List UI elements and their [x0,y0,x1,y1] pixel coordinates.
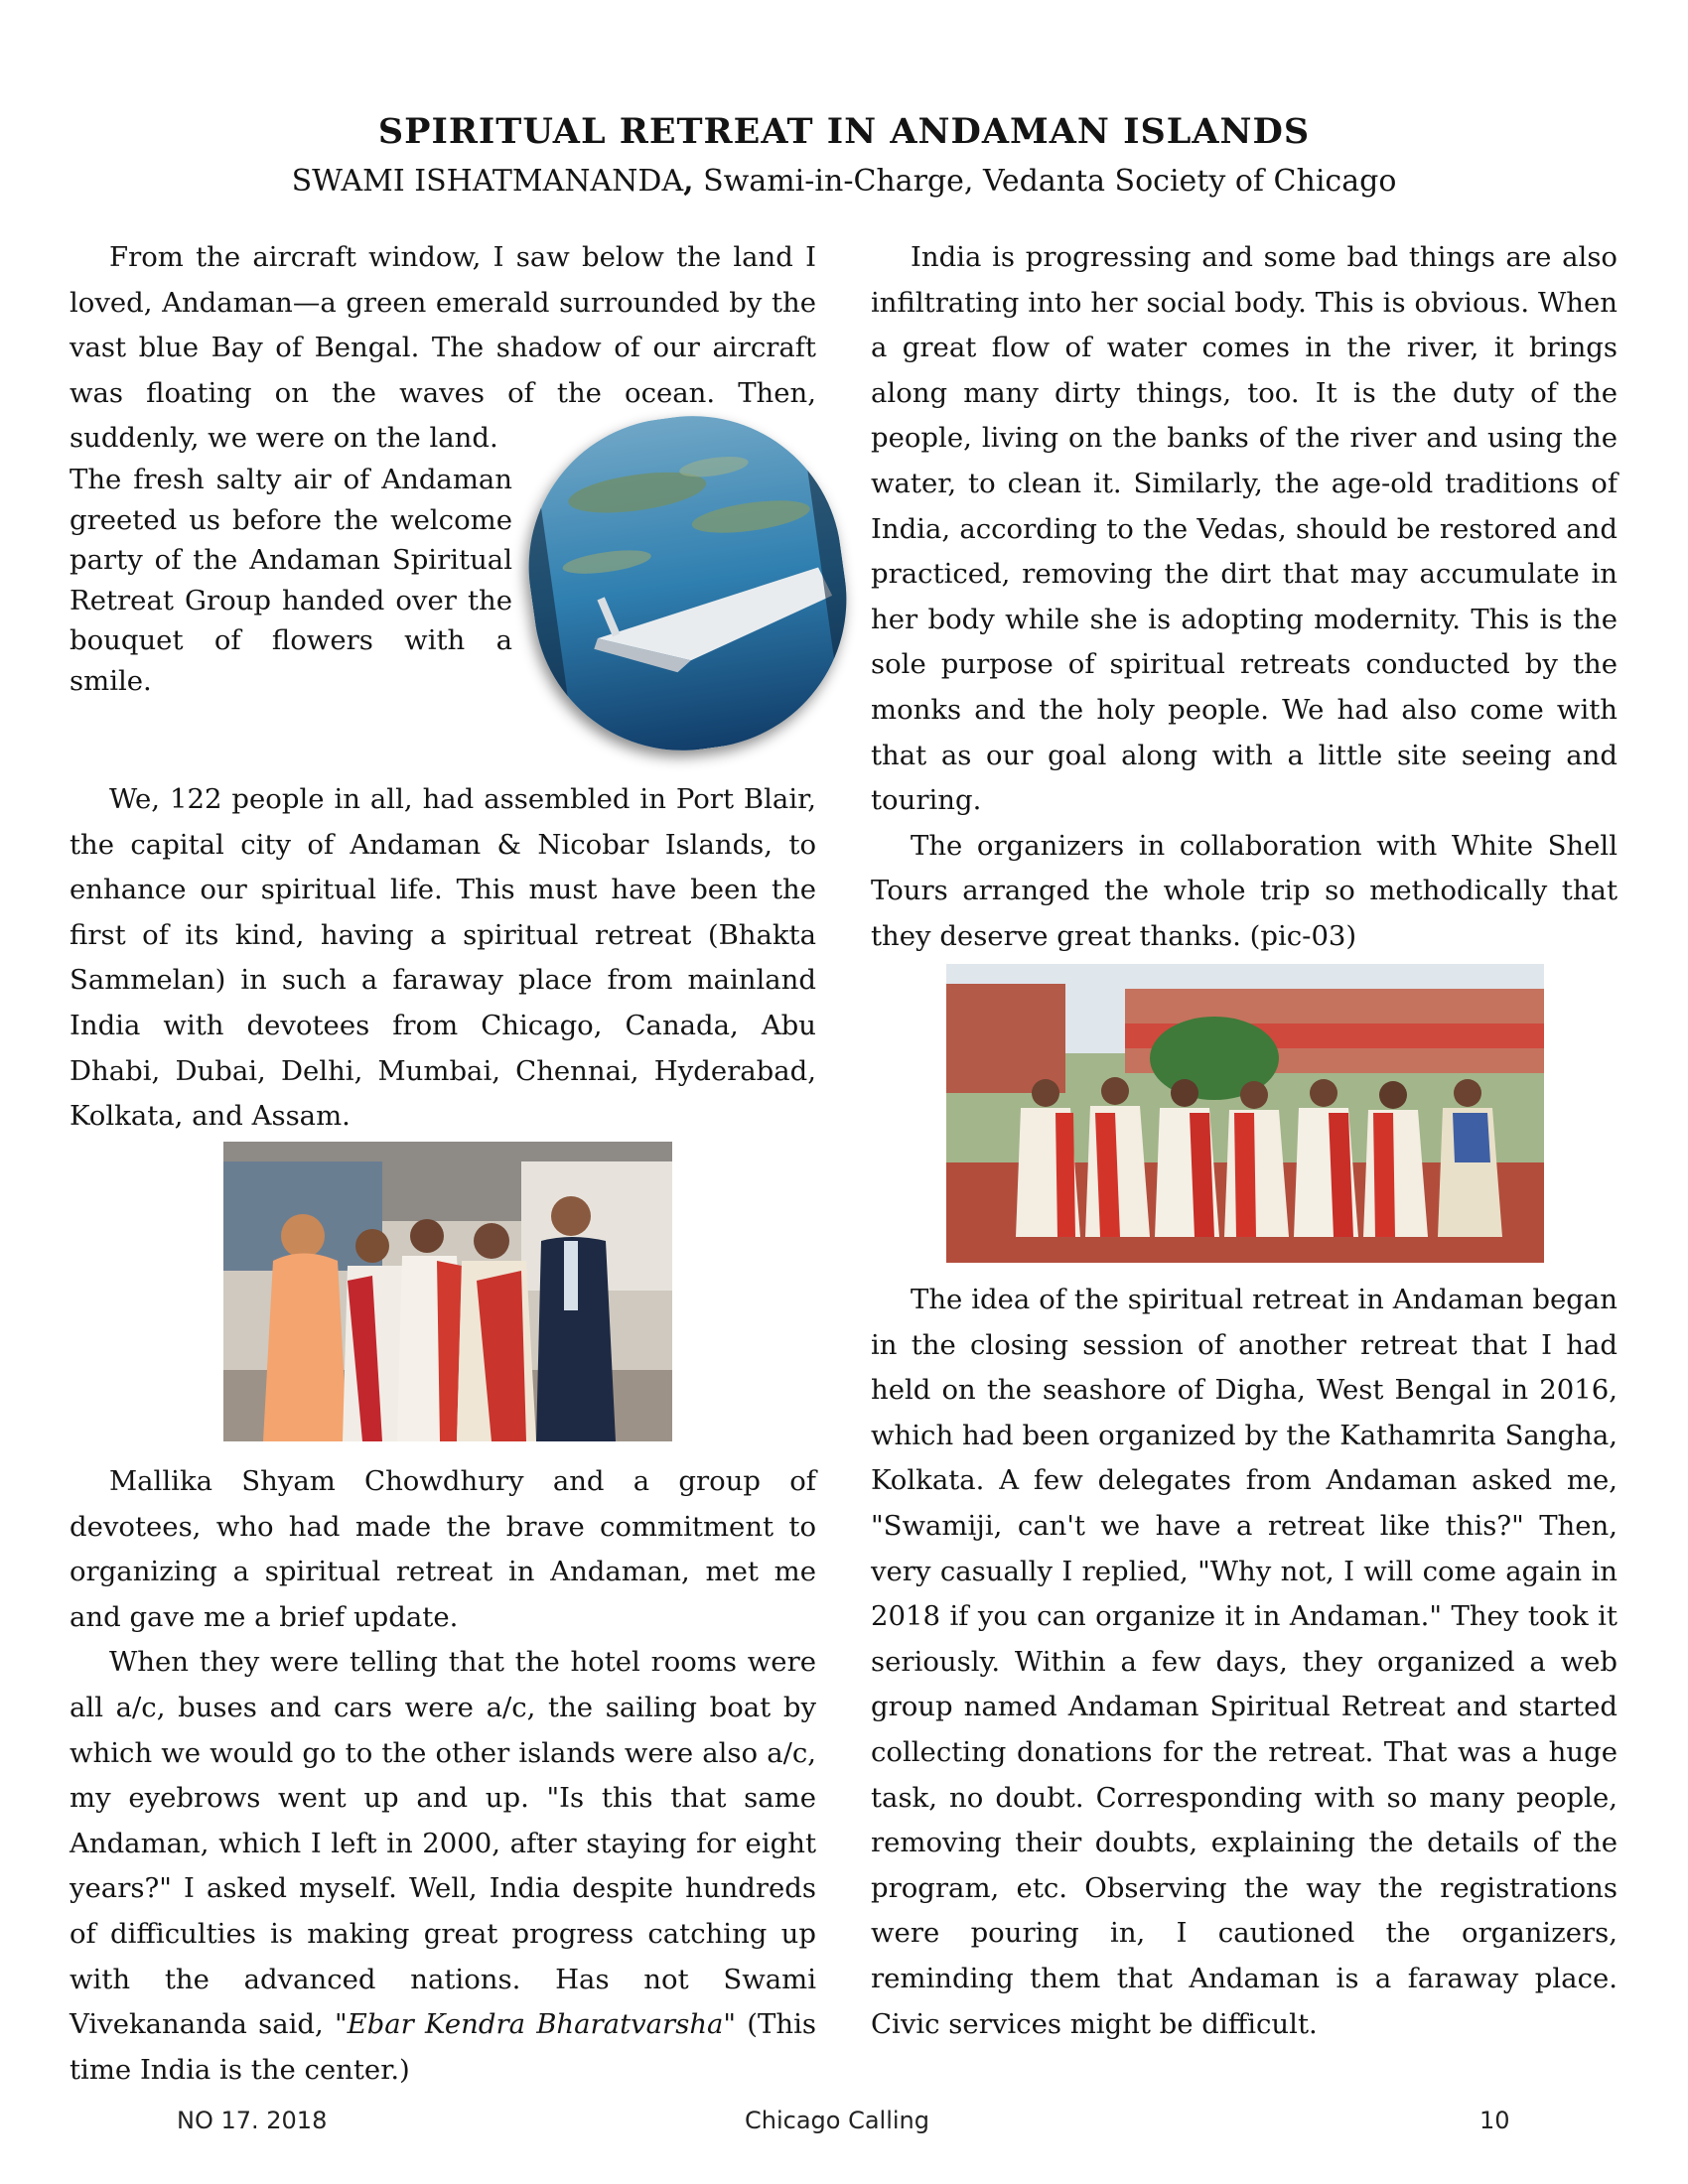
paragraph-organizers: The organizers in collaboration with White Shell Tours arranged the whole trip so methodically that they deserve great thanks. (pic-03) [871,829,1618,952]
footer-page-number: 10 [1479,2107,1510,2134]
paragraph-hotel-end: " (This time India is the center.) [70,2008,816,2086]
quote-italic: Ebar Kendra Bharatvarsha [347,2008,724,2041]
article-byline [0,164,1688,199]
devotees-seated-image [946,964,1544,1263]
devotees-seated-photo [946,964,1544,1263]
paragraph-mallika: Mallika Shyam Chowdhury and a group of devotees, who had made the brave commitment to organizing a spiritual retreat in Andaman, met me and gave me a brief update. [70,1465,816,1633]
greeting-group-photo [223,1142,672,1441]
greeting-group-image [223,1142,672,1441]
left-column-lower [70,777,816,1140]
left-column-bottom [70,1459,816,2093]
footer-issue: NO 17. 2018 [177,2107,328,2134]
article-title: SPIRITUAL RETREAT IN ANDAMAN ISLANDS [377,111,1311,152]
footer-publication: Chicago Calling [745,2107,929,2134]
byline-comma: , [683,164,694,199]
right-column [871,235,1618,960]
paragraph-hotel [70,1640,816,2093]
paragraph-idea: The idea of the spiritual retreat in Andaman began in the closing session of another retreat that I had held on the seashore of Digha, West Bengal in 2016, which had been organized by the Kathamrita Sangha, Kolkata. A few delegates from Andaman asked me, "Swamiji, can't we have a retreat like this?" Then, very casually I replied, "Why not, I will come again in 2018 if you can organize it in Andaman." They took it seriously. Within a few days, they organized a web group named Andaman Spiritual Retreat and started collecting donations for the retreat. That was a huge task, no doubt. Corresponding with so many people, removing their doubts, explaining the details of the program, etc. Observing the way the registrations were pouring in, I cautioned the organizers, reminding them that Andaman is a faraway place. Civic services might be difficult. [871,1284,1618,2040]
paragraph-progress: India is progressing and some bad things are also infiltrating into her social body. This is obvious. When a great flow of water comes in the river, it brings along many dirty things, too. It is the duty of the people, living on the banks of the river and using the water, to clean it. Similarly, the age-old traditions of India, according to the Vedas, should be restored and practiced, removing the dirt that may accumulate in her body while she is adopting modernity. This is the sole purpose of spiritual retreats conducted by the monks and the holy people. We had also come with that as our goal along with a little site seeing and touring. [871,241,1618,817]
paragraph-greeting: The fresh salty air of Andaman greeted us before the welcome party of the Andaman Spiritual Retreat Group handed over the bouquet of flowers with a smile. [70,464,512,697]
author-name: SWAMI ISHATMANANDA [291,164,684,199]
paragraph-assembled: We, 122 people in all, had assembled in Port Blair, the capital city of Andaman & Nicobar Islands, to enhance our spiritual life. This must have been the first of its kind, having a spiritual retreat (Bhakta Sammelan) in such a faraway place from mainland India with devotees from Chicago, Canada, Abu Dhabi, Dubai, Delhi, Mumbai, Chennai, Hyderabad, Kolkata, and Assam. [70,783,816,1133]
paragraph-hotel-text: When they were telling that the hotel rooms were all a/c, buses and cars were a/c, the sailing boat by which we would go to the other islands were also a/c, my eyebrows went up and up. "Is this that same Andaman, which I left in 2000, after staying for eight years?" I asked myself. Well, India despite hundreds of difficulties is making great progress catching up with the advanced nations. Has not Swami Vivekananda said, " [70,1646,816,2041]
right-column-lower [871,1278,1618,2047]
paragraph-arrival: From the aircraft window, I saw below the land I loved, Andaman—a green emerald surrounded by the vast blue Bay of Bengal. The shadow of our aircraft was floating on the waves of the ocean. Then, suddenly, we were on the land. [70,241,816,455]
author-role: Swami-in-Charge, Vedanta Society of Chicago [693,164,1397,199]
